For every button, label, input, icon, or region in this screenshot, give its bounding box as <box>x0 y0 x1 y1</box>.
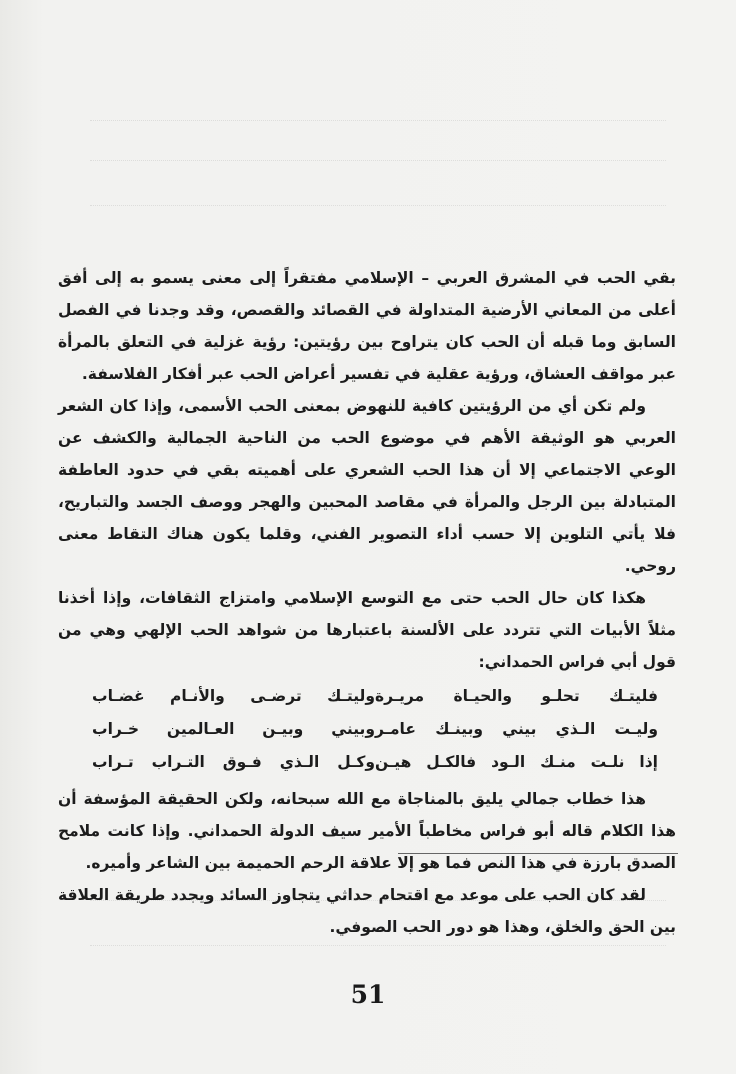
bleed-through-line <box>90 120 666 122</box>
verse-second-hemistich: وكـل الـذي فـوق التـراب تـراب <box>92 753 375 771</box>
paragraph: هكذا كان حال الحب حتى مع التوسع الإسلامي وامتزاج الثقافات، وإذا أخذنا مثلاً الأبيات التي تتردد على الألسنة باعتبارها من شواهد الحب الإلهي وهي من قول أبي فراس الحمداني: <box>58 589 676 671</box>
poem-verse <box>58 746 676 779</box>
bleed-through-line <box>90 945 666 947</box>
poem-verse <box>58 680 676 713</box>
page-number: 51 <box>350 980 386 1009</box>
poem-verse <box>58 713 676 746</box>
poem <box>58 680 676 779</box>
body-text <box>58 262 676 943</box>
verse-first-hemistich: فليتـك تحلـو والحيـاة مريـرة <box>375 687 658 705</box>
verse-second-hemistich: وليتـك ترضـى والأنـام غضـاب <box>92 687 375 705</box>
footnote-divider <box>398 853 678 854</box>
bleed-through-line <box>90 205 666 207</box>
verse-first-hemistich: وليـت الـذي بيني وبينـك عامـر <box>375 720 658 738</box>
verse-first-hemistich: إذا نلـت منـك الـود فالكـل هيـن <box>375 753 658 771</box>
paragraph: بقي الحب في المشرق العربي – الإسلامي مفتقراً إلى معنى يسمو به إلى أفق أعلى من المعاني الأرضية المتداولة في القصائد والقصص، وقد وجدنا في الفصل السابق وما قبله أن الحب كان يتراوح بين رؤيتين: رؤية غزلية في التعلق بالمرأة عبر مواقف العشاق، ورؤية عقلية في تفسير أعراض الحب عبر أفكار الفلاسفة. <box>58 269 676 383</box>
paragraph: هذا خطاب جمالي يليق بالمناجاة مع الله سبحانه، ولكن الحقيقة المؤسفة أن هذا الكلام قاله أبو فراس مخاطباً الأمير سيف الدولة الحمداني. وإذا كانت ملامح الصدق بارزة في هذا النص فما هو إلا علاقة الرحم الحميمة بين الشاعر وأميره. <box>58 790 676 872</box>
paragraph: لقد كان الحب على موعد مع اقتحام حداثي يتجاوز السائد ويجدد طريقة العلاقة بين الحق والخلق، وهذا هو دور الحب الصوفي. <box>58 886 676 936</box>
verse-second-hemistich: وبيني وبيـن العـالمين خـراب <box>92 720 375 738</box>
bleed-through-line <box>90 160 666 162</box>
paragraph: ولم تكن أي من الرؤيتين كافية للنهوض بمعنى الحب الأسمى، وإذا كان الشعر العربي هو الوثيقة الأهم في موضوع الحب من الناحية الجمالية والكشف عن الوعي الاجتماعي إلا أن هذا الحب الشعري على أهميته بقي في حدود العاطفة المتبادلة بين الرجل والمرأة في مقاصد المحبين والهجر ووصف الجسد والتباريح، فلا يأتي التلوين إلا حسب أداء التصوير الفني، وقلما يكون هناك التقاط معنى روحي. <box>58 397 676 575</box>
